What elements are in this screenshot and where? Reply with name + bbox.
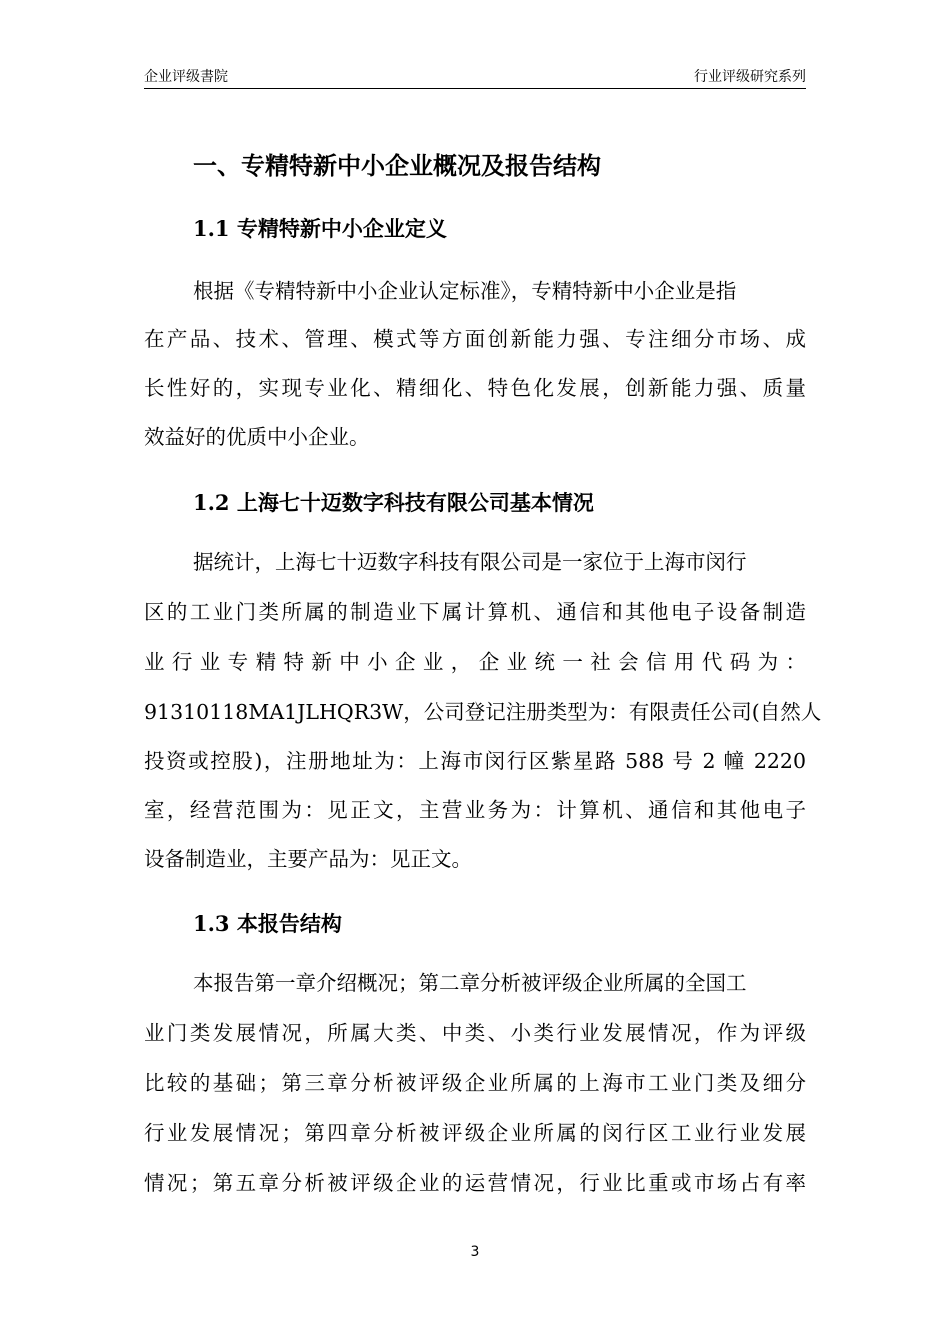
- paragraph-line: 业行业专精特新中小企业，企业统一社会信用代码为：: [144, 650, 806, 674]
- chapter-title: 一、专精特新中小企业概况及报告结构: [193, 151, 601, 180]
- paragraph-line: 情况；第五章分析被评级企业的运营情况，行业比重或市场占有率: [144, 1171, 806, 1195]
- paragraph-line: 投资或控股)，注册地址为：上海市闵行区紫星路 588 号 2 幢 2220: [144, 749, 806, 773]
- page-number: 3: [470, 1244, 480, 1260]
- header-left-text: 企业评级書院: [144, 69, 228, 85]
- page-header: [144, 62, 806, 89]
- paragraph-line: 区的工业门类所属的制造业下属计算机、通信和其他电子设备制造: [144, 600, 806, 624]
- header-right-text: 行业评级研究系列: [694, 69, 806, 85]
- paragraph-line: 91310118MA1JLHQR3W，公司登记注册类型为：有限责任公司(自然人: [144, 700, 822, 724]
- section-heading-1-1: 1.1 专精特新中小企业定义: [193, 216, 447, 241]
- section-heading-1-2: 1.2 上海七十迈数字科技有限公司基本情况: [193, 490, 594, 515]
- section-heading-1-3: 1.3 本报告结构: [193, 911, 342, 936]
- paragraph-line: 在产品、技术、管理、模式等方面创新能力强、专注细分市场、成: [144, 327, 806, 351]
- paragraph-line: 行业发展情况；第四章分析被评级企业所属的闵行区工业行业发展: [144, 1121, 806, 1145]
- paragraph-line: 业门类发展情况，所属大类、中类、小类行业发展情况，作为评级: [144, 1021, 806, 1045]
- paragraph-line: 室，经营范围为：见正文，主营业务为：计算机、通信和其他电子: [144, 798, 806, 822]
- paragraph-line: 本报告第一章介绍概况；第二章分析被评级企业所属的全国工: [193, 971, 747, 995]
- paragraph-line: 长性好的，实现专业化、精细化、特色化发展，创新能力强、质量: [144, 376, 806, 400]
- paragraph-line: 根据《专精特新中小企业认定标准》，专精特新中小企业是指: [193, 279, 737, 303]
- paragraph-line: 比较的基础；第三章分析被评级企业所属的上海市工业门类及细分: [144, 1071, 806, 1095]
- paragraph-line: 设备制造业，主要产品为：见正文。: [144, 847, 472, 871]
- paragraph-line: 效益好的优质中小企业。: [144, 425, 370, 449]
- paragraph-line: 据统计，上海七十迈数字科技有限公司是一家位于上海市闵行: [193, 550, 747, 574]
